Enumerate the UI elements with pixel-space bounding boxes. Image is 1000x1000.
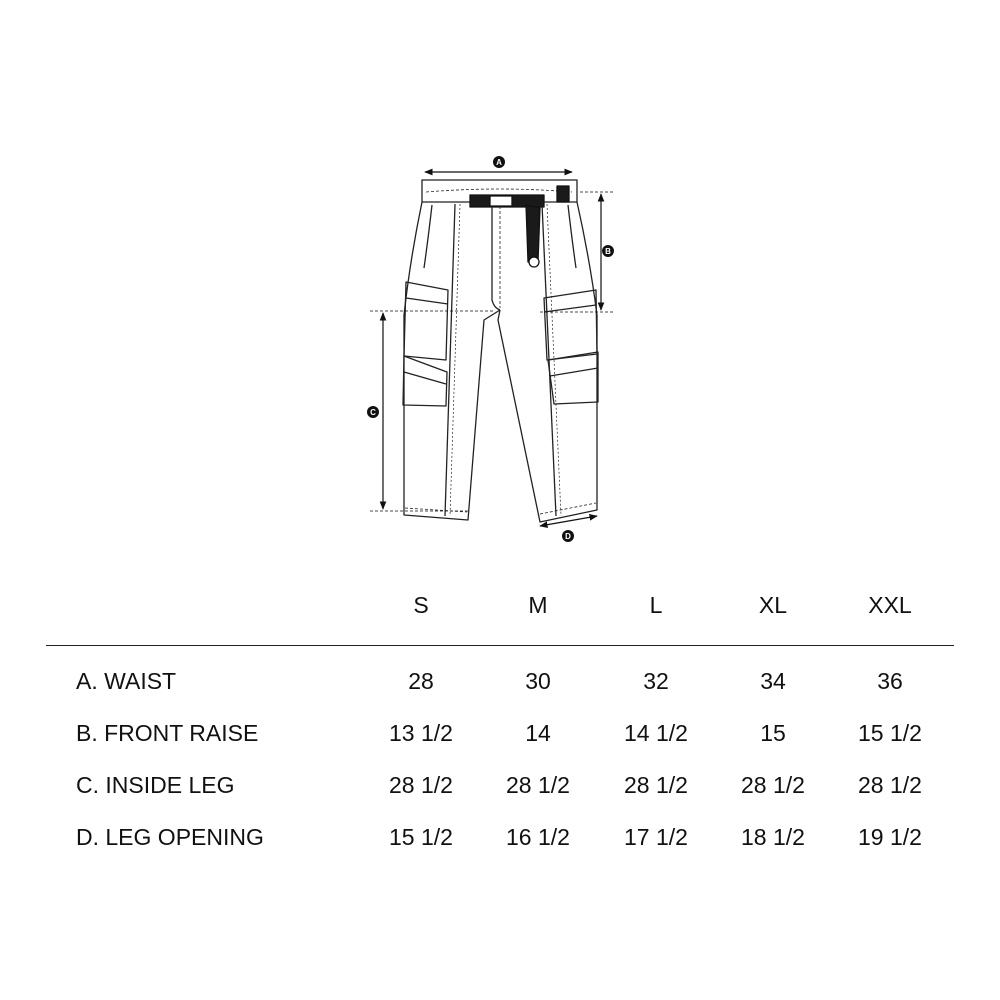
row-label: A. WAIST	[76, 668, 177, 694]
belt-tail	[526, 205, 540, 262]
table-cell: 28 1/2	[624, 772, 688, 798]
table-cell: 28 1/2	[858, 772, 922, 798]
row-label: D. LEG OPENING	[76, 824, 264, 850]
table-cell: 28 1/2	[389, 772, 453, 798]
belt-buckle	[490, 196, 512, 206]
table-cell: 19 1/2	[858, 824, 922, 850]
table-cell: 16 1/2	[506, 824, 570, 850]
table-cell: 36	[877, 668, 903, 694]
marker-a-label: A	[496, 158, 502, 167]
size-header-l: L	[649, 592, 663, 618]
left-cargo-pocket	[404, 282, 448, 360]
table-cell: 34	[760, 668, 786, 694]
table-cell: 32	[643, 668, 669, 694]
right-cargo-pocket	[544, 290, 597, 360]
marker-c-label: C	[370, 408, 376, 417]
right-leg-outline	[498, 202, 597, 522]
table-cell: 18 1/2	[741, 824, 805, 850]
measurement-b	[540, 192, 614, 312]
table-row-front-raise	[0, 718, 1000, 770]
marker-d-label: D	[565, 532, 571, 541]
size-header-m: M	[528, 592, 548, 618]
table-cell: 15 1/2	[389, 824, 453, 850]
table-cell: 28 1/2	[741, 772, 805, 798]
row-label: B. FRONT RAISE	[76, 720, 259, 746]
table-row-inside-leg	[0, 770, 1000, 822]
size-chart-table	[0, 590, 1000, 874]
size-header-row	[0, 590, 1000, 646]
marker-b-label: B	[605, 247, 611, 256]
table-row-leg-opening	[0, 822, 1000, 874]
pants-illustration	[403, 180, 598, 522]
table-cell: 15	[760, 720, 786, 746]
measurement-a	[425, 156, 572, 172]
table-cell: 14	[525, 720, 551, 746]
table-cell: 30	[525, 668, 551, 694]
table-cell: 28 1/2	[506, 772, 570, 798]
table-cell: 28	[408, 668, 434, 694]
table-cell: 13 1/2	[389, 720, 453, 746]
size-header-xl: XL	[758, 592, 788, 618]
table-cell: 14 1/2	[624, 720, 688, 746]
size-header-xxl: XXL	[868, 592, 912, 618]
table-cell: 17 1/2	[624, 824, 688, 850]
size-header-s: S	[413, 592, 429, 618]
row-label: C. INSIDE LEG	[76, 772, 235, 798]
table-row-waist	[0, 666, 1000, 718]
table-cell: 15 1/2	[858, 720, 922, 746]
measurement-c	[367, 311, 494, 511]
